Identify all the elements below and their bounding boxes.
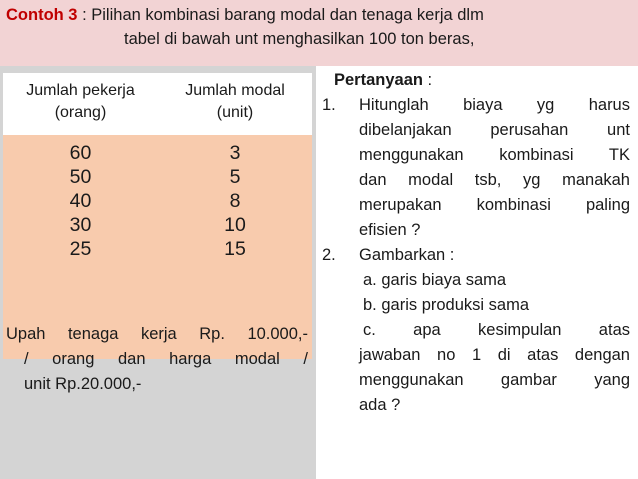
example-label: Contoh 3: [6, 6, 78, 24]
questions-title-text: Pertanyaan: [334, 71, 423, 89]
question-2-c: c. apa kesimpulan atas: [363, 321, 630, 339]
header-line-1: [6, 6, 484, 25]
questions-panel: [322, 68, 630, 418]
table-cell: 15: [224, 238, 246, 260]
question-2-c-line: jawaban no 1 di atas dengan: [359, 346, 630, 364]
header-line-2: tabel di bawah unt menghasilkan 100 ton beras,: [124, 30, 475, 48]
slide-header: [0, 0, 638, 66]
question-2-label: Gambarkan :: [359, 246, 455, 264]
question-2-c-line: menggunakan gambar yang: [359, 371, 630, 389]
question-1-line: Hitunglah biaya yg harus: [359, 96, 630, 114]
table-cell: 60: [69, 142, 92, 164]
wage-info: [6, 322, 308, 397]
wage-info-line-3: unit Rp.20.000,-: [24, 375, 142, 393]
header-text-1: : Pilihan kombinasi barang modal dan tenaga kerja dlm: [82, 6, 484, 24]
question-1-line: efisien ?: [359, 221, 421, 239]
header-workers: [3, 80, 158, 124]
header-capital: [158, 80, 312, 124]
question-2: [322, 243, 630, 268]
table-cell: 5: [229, 166, 241, 188]
question-2-a: a. garis biaya sama: [363, 271, 507, 289]
table-cell: 40: [69, 190, 92, 212]
questions-title-colon: :: [422, 71, 433, 89]
table-cell: 30: [69, 214, 92, 236]
question-1-line: dan modal tsb, yg manakah: [359, 171, 630, 189]
table-cell: 3: [229, 142, 241, 164]
table-cell: 10: [224, 214, 246, 236]
workers-column: [3, 141, 158, 261]
wage-info-line-2: / orang dan harga modal /: [24, 350, 308, 368]
header-capital-line-2: (unit): [216, 104, 254, 121]
header-workers-line-2: (orang): [54, 104, 107, 121]
question-2-b: b. garis produksi sama: [363, 296, 529, 314]
question-2-number: 2.: [322, 246, 336, 264]
header-workers-line-1: Jumlah pekerja: [26, 82, 135, 99]
wage-info-line-1: Upah tenaga kerja Rp. 10.000,-: [6, 325, 308, 343]
table-header: [3, 73, 312, 135]
question-1: [322, 93, 630, 243]
question-2-c-line: ada ?: [359, 396, 401, 414]
question-1-line: menggunakan kombinasi TK: [359, 146, 630, 164]
question-1-line: dibelanjakan perusahan unt: [359, 121, 630, 139]
table-cell: 8: [229, 190, 241, 212]
table-cell: 25: [69, 238, 92, 260]
questions-title: [322, 68, 630, 93]
header-capital-line-1: Jumlah modal: [185, 82, 285, 99]
question-1-number: 1.: [322, 96, 336, 114]
question-1-line: merupakan kombinasi paling: [359, 196, 630, 214]
capital-column: [158, 141, 312, 261]
table-cell: 50: [69, 166, 92, 188]
